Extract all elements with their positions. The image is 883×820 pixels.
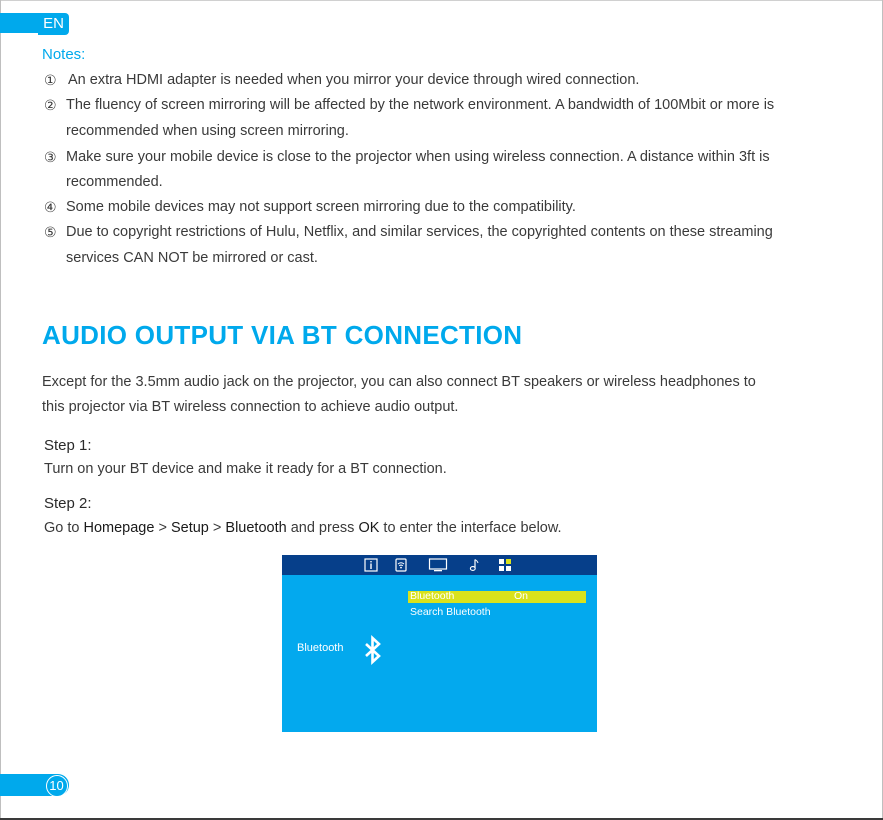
note-number: ⑤	[44, 224, 57, 240]
setup-term: Setup	[170, 520, 209, 536]
music-note-icon	[467, 558, 481, 572]
ok-term: OK	[358, 520, 380, 536]
note-number: ③	[44, 149, 57, 165]
bluetooth-settings-screen	[282, 555, 597, 732]
page-frame-top	[0, 0, 883, 1]
note-number: ②	[44, 97, 57, 113]
note-number: ④	[44, 199, 57, 215]
note-text: Make sure your mobile device is close to the projector when using wireless connection. A distance within 3ft is	[66, 149, 770, 165]
homepage-term: Homepage	[83, 520, 155, 536]
note-text: An extra HDMI adapter is needed when you mirror your device through wired connection.	[68, 72, 640, 88]
note-text: recommended when using screen mirroring.	[66, 123, 349, 139]
language-bar	[0, 13, 40, 33]
bluetooth-icon	[362, 635, 384, 665]
screen-top-bar	[282, 555, 597, 575]
menu-item-search-bluetooth[interactable]: Search Bluetooth	[410, 606, 491, 618]
note-text: The fluency of screen mirroring will be affected by the network environment. A bandwidth of 100Mbit or more is	[66, 97, 775, 113]
note-number: ①	[44, 72, 57, 88]
page-frame-left	[0, 0, 1, 820]
language-badge: EN	[38, 13, 69, 35]
monitor-icon	[428, 558, 448, 572]
info-icon	[364, 558, 378, 572]
note-text: Due to copyright restrictions of Hulu, Netflix, and similar services, the copyrighted contents on these streaming	[66, 224, 773, 240]
step-1-text: Turn on your BT device and make it ready for a BT connection.	[44, 461, 447, 477]
bluetooth-term: Bluetooth	[225, 520, 287, 536]
note-text: Some mobile devices may not support screen mirroring due to the compatibility.	[66, 199, 576, 215]
page-number-badge	[44, 774, 69, 796]
section-title: AUDIO OUTPUT VIA BT CONNECTION	[42, 320, 523, 350]
note-text: recommended.	[66, 174, 163, 190]
step-2-label: Step 2:	[44, 495, 92, 512]
wifi-icon	[394, 558, 408, 572]
step-2-text: Go to Homepage > Setup > Bluetooth and press OK to enter the interface below.	[44, 520, 562, 536]
apps-icon	[498, 558, 512, 572]
menu-item-bluetooth-label: Bluetooth	[410, 590, 455, 602]
note-text: services CAN NOT be mirrored or cast.	[66, 250, 318, 266]
page-number-bar	[0, 774, 44, 796]
notes-title: Notes:	[42, 46, 86, 63]
intro-text: this projector via BT wireless connection to achieve audio output.	[42, 399, 459, 415]
intro-text: Except for the 3.5mm audio jack on the projector, you can also connect BT speakers or wireless headphones to	[42, 374, 756, 390]
menu-item-bluetooth-value: On	[514, 590, 529, 602]
bluetooth-side-label: Bluetooth	[297, 642, 344, 654]
step-1-label: Step 1:	[44, 437, 92, 454]
page-number: 10	[46, 775, 68, 797]
